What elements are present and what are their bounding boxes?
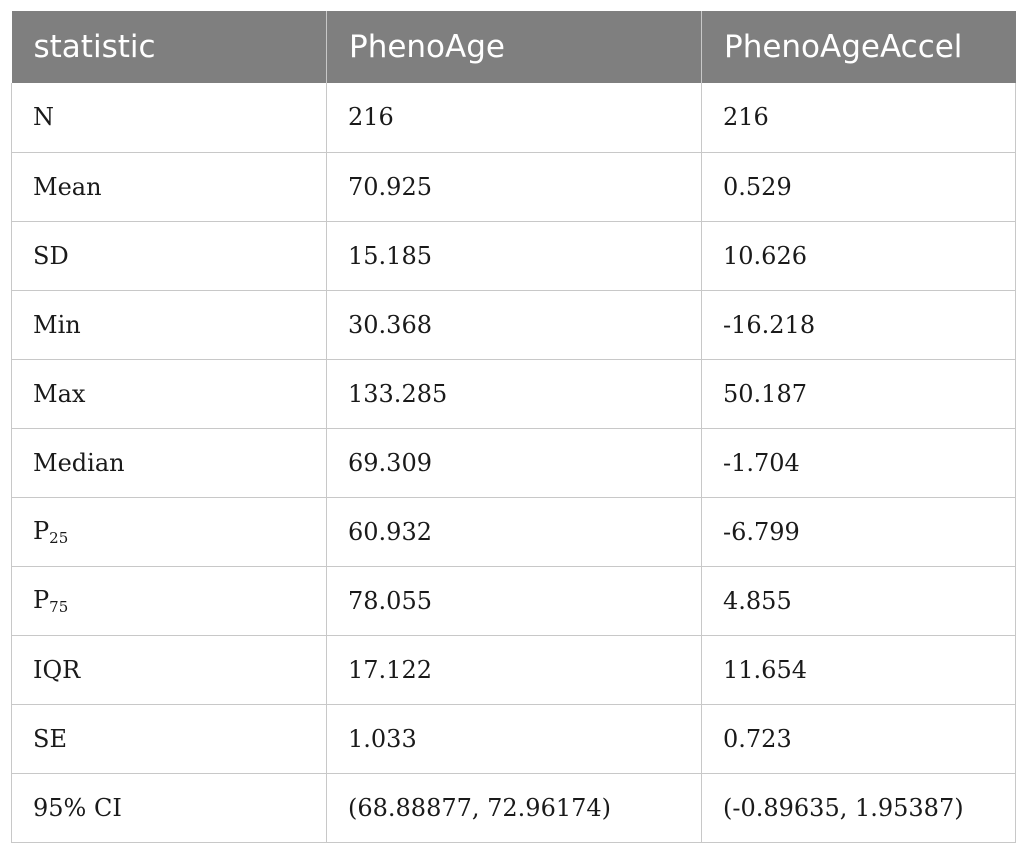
header-phenoageaccel: PhenoAgeAccel <box>702 11 1016 83</box>
statistic-subscript: 75 <box>49 597 69 616</box>
phenoageaccel-cell: 11.654 <box>702 635 1016 704</box>
table-row <box>12 290 1016 359</box>
phenoageaccel-cell: 216 <box>702 83 1016 152</box>
phenoage-cell: 30.368 <box>327 290 702 359</box>
phenoageaccel-cell: -6.799 <box>702 497 1016 566</box>
statistic-label: P <box>33 585 50 614</box>
phenoage-cell: 69.309 <box>327 428 702 497</box>
statistic-cell: Median <box>12 428 327 497</box>
table-row <box>12 704 1016 773</box>
header-statistic: statistic <box>12 11 327 83</box>
phenoageaccel-cell: 50.187 <box>702 359 1016 428</box>
table-row <box>12 83 1016 152</box>
statistic-cell <box>12 566 327 635</box>
statistic-cell: SE <box>12 704 327 773</box>
phenoageaccel-cell: 0.529 <box>702 152 1016 221</box>
statistic-subscript: 25 <box>49 528 69 547</box>
statistic-cell: Mean <box>12 152 327 221</box>
table-row <box>12 359 1016 428</box>
statistic-cell <box>12 497 327 566</box>
phenoage-cell: 17.122 <box>327 635 702 704</box>
phenoageaccel-cell: -1.704 <box>702 428 1016 497</box>
statistic-cell: IQR <box>12 635 327 704</box>
statistic-cell: Max <box>12 359 327 428</box>
table-row <box>12 428 1016 497</box>
phenoageaccel-cell: 4.855 <box>702 566 1016 635</box>
statistic-label: P <box>33 516 50 545</box>
phenoage-cell: 70.925 <box>327 152 702 221</box>
phenoage-cell: 60.932 <box>327 497 702 566</box>
statistic-cell: N <box>12 83 327 152</box>
phenoage-cell: 15.185 <box>327 221 702 290</box>
statistic-cell: Min <box>12 290 327 359</box>
table-row <box>12 497 1016 566</box>
statistic-cell: 95% CI <box>12 773 327 842</box>
statistics-table <box>11 11 1016 843</box>
table-row <box>12 152 1016 221</box>
phenoageaccel-cell: 10.626 <box>702 221 1016 290</box>
table-row <box>12 221 1016 290</box>
phenoage-cell: 133.285 <box>327 359 702 428</box>
table-row <box>12 773 1016 842</box>
phenoage-cell: 216 <box>327 83 702 152</box>
header-phenoage: PhenoAge <box>327 11 702 83</box>
phenoage-cell: (68.88877, 72.96174) <box>327 773 702 842</box>
table-row <box>12 635 1016 704</box>
table-row <box>12 566 1016 635</box>
phenoage-cell: 78.055 <box>327 566 702 635</box>
header-row <box>12 11 1016 83</box>
statistic-cell: SD <box>12 221 327 290</box>
phenoageaccel-cell: -16.218 <box>702 290 1016 359</box>
phenoageaccel-cell: 0.723 <box>702 704 1016 773</box>
phenoage-cell: 1.033 <box>327 704 702 773</box>
phenoageaccel-cell: (-0.89635, 1.95387) <box>702 773 1016 842</box>
